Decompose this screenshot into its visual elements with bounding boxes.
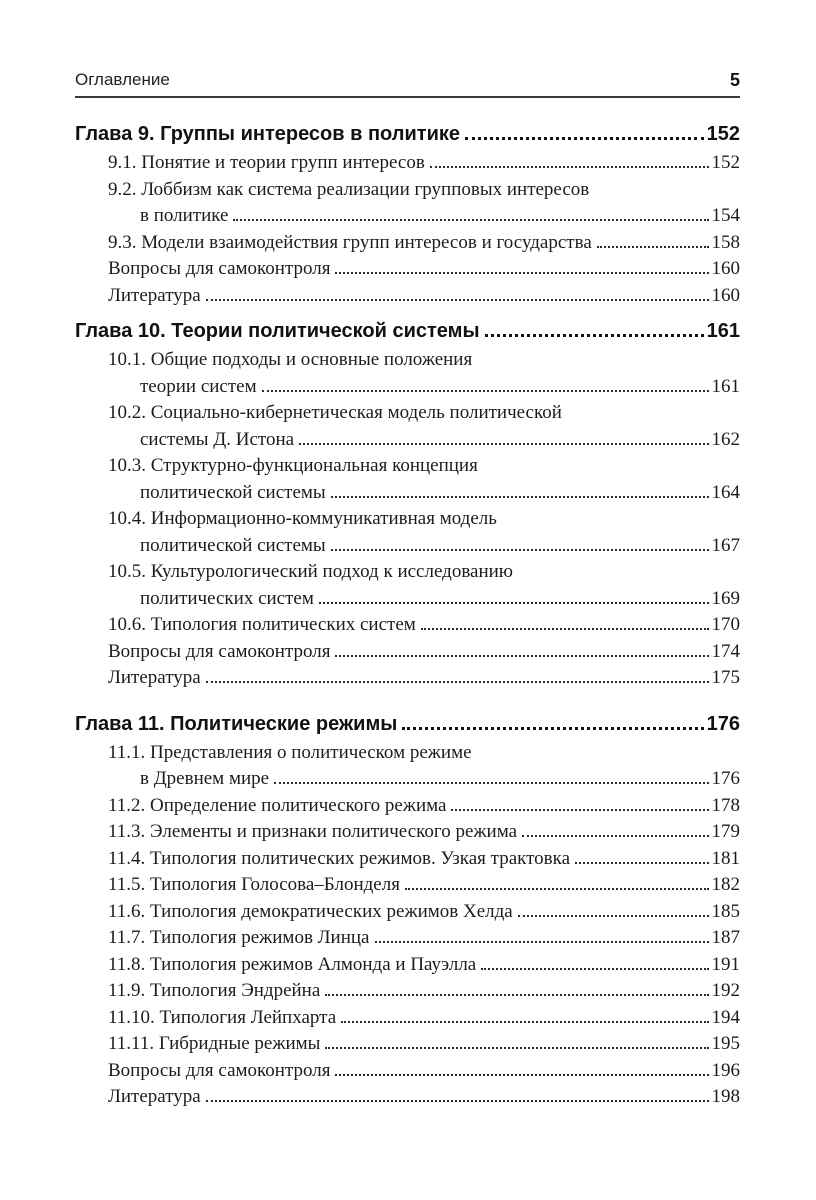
- dot-leader: [325, 1047, 708, 1049]
- toc-entry-title: Вопросы для самоконтроля: [108, 640, 331, 662]
- dot-leader: [335, 1074, 708, 1076]
- toc-entry-page: 160: [711, 284, 740, 306]
- toc-entry-row: [75, 480, 740, 507]
- toc-entry-page: 187: [711, 927, 740, 948]
- toc-entry-page: 170: [711, 614, 740, 635]
- toc-entry-page: 175: [711, 667, 740, 688]
- toc-entry-row: [75, 899, 740, 926]
- toc-entry-title: в Древнем мире: [140, 768, 270, 789]
- toc-entry-page: 161: [711, 375, 740, 397]
- dot-leader: [341, 1021, 708, 1023]
- toc-entry-page: 160: [711, 258, 740, 279]
- toc-entry-page: 169: [711, 587, 740, 609]
- dot-leader: [335, 272, 708, 274]
- toc-entry-page: 152: [711, 152, 740, 173]
- toc-entry-title: в политике: [140, 205, 229, 226]
- toc-entry-title: 9.3. Модели взаимодействия групп интересов и государства: [108, 231, 592, 253]
- toc-entry-page: 174: [711, 640, 740, 662]
- toc-entry-row: [75, 586, 740, 613]
- dot-leader: [465, 137, 704, 140]
- toc-entry-page: 158: [711, 231, 740, 253]
- toc-entry-row: [75, 203, 740, 230]
- toc-chapter-title: Глава 9. Группы интересов в политике: [75, 123, 460, 145]
- dot-leader: [299, 443, 708, 445]
- toc-entry-title: 10.1. Общие подходы и основные положения: [108, 349, 473, 370]
- page-header: [75, 70, 740, 98]
- toc-entry-title: 11.4. Типология политических режимов. Узкая трактовка: [108, 847, 571, 869]
- toc-chapter-row: [75, 120, 740, 148]
- toc-entry-row: [75, 978, 740, 1005]
- toc-entry-row: [75, 177, 740, 204]
- toc-entry-row: [75, 1058, 740, 1085]
- toc-entry-title: 11.7. Типология режимов Линца: [108, 927, 370, 948]
- dot-leader: [331, 496, 709, 498]
- toc-entry-title: 11.5. Типология Голосова–Блонделя: [108, 874, 400, 895]
- toc-entry-title: политической системы: [140, 534, 326, 556]
- toc-entry-row: [75, 766, 740, 793]
- toc-entry-page: 194: [711, 1006, 740, 1028]
- dot-leader: [597, 246, 709, 248]
- toc-entry-title: 11.1. Представления о политическом режиме: [108, 741, 472, 763]
- page-number: 5: [729, 70, 740, 90]
- toc-entry-title: политической системы: [140, 481, 326, 503]
- toc-entry-row: [75, 150, 740, 177]
- toc-entry-title: Вопросы для самоконтроля: [108, 258, 331, 279]
- toc-entry-page: 162: [711, 428, 740, 450]
- toc-entry-title: 9.1. Понятие и теории групп интересов: [108, 152, 425, 173]
- toc-entry-row: [75, 846, 740, 873]
- toc-entry-page: 176: [711, 768, 740, 789]
- toc-entry-row: [75, 1005, 740, 1032]
- toc-entry-page: 192: [711, 980, 740, 1001]
- running-title: Оглавление: [75, 70, 170, 89]
- toc-entry-row: [75, 453, 740, 480]
- toc-entry-page: 167: [711, 534, 740, 556]
- toc-entry-title: 10.4. Информационно-коммуникативная модель: [108, 508, 497, 529]
- toc-entry-page: 181: [711, 847, 740, 869]
- dot-leader: [262, 390, 709, 392]
- dot-leader: [375, 941, 709, 943]
- dot-leader: [518, 915, 709, 917]
- dot-leader: [402, 727, 703, 730]
- toc-entry-page: 179: [711, 821, 740, 842]
- toc-section: [75, 317, 740, 692]
- toc-entry-title: 11.8. Типология режимов Алмонда и Пауэлла: [108, 953, 477, 975]
- toc-entry-row: [75, 665, 740, 692]
- dot-leader: [430, 166, 709, 168]
- toc-entry-row: [75, 793, 740, 820]
- toc-entry-row: [75, 740, 740, 767]
- toc-entry-title: Литература: [108, 284, 201, 306]
- dot-leader: [405, 888, 709, 890]
- toc-entry-row: [75, 1031, 740, 1058]
- toc-chapter-title: Глава 10. Теории политической системы: [75, 320, 480, 342]
- toc-entry-row: [75, 374, 740, 401]
- toc-entry-title: Литература: [108, 1086, 201, 1107]
- toc-entry-row: [75, 559, 740, 586]
- toc-chapter-page: 161: [706, 320, 740, 342]
- toc-entry-title: 9.2. Лоббизм как система реализации групповых интересов: [108, 178, 590, 200]
- toc-entry-title: 11.2. Определение политического режима: [108, 794, 447, 816]
- toc-entry-page: 196: [711, 1059, 740, 1081]
- dot-leader: [421, 628, 709, 630]
- toc-entry-title: 11.11. Гибридные режимы: [108, 1033, 321, 1054]
- toc-entry-page: 164: [711, 481, 740, 503]
- toc-entry-page: 154: [711, 205, 740, 226]
- toc-chapter-title: Глава 11. Политические режимы: [75, 712, 398, 735]
- toc-entry-page: 195: [711, 1033, 740, 1054]
- dot-leader: [274, 782, 708, 784]
- toc-entry-row: [75, 639, 740, 666]
- toc-entry-row: [75, 1084, 740, 1111]
- toc-section: [75, 120, 740, 309]
- toc-entry-title: 11.3. Элементы и признаки политического режима: [108, 821, 518, 842]
- dot-leader: [335, 655, 708, 657]
- toc-entry-row: [75, 256, 740, 283]
- dot-leader: [575, 862, 708, 864]
- dot-leader: [206, 1100, 709, 1102]
- dot-leader: [481, 968, 708, 970]
- toc-entry-title: 11.10. Типология Лейпхарта: [108, 1006, 337, 1028]
- toc-list: [75, 98, 740, 1111]
- toc-entry-title: 10.2. Социально-кибернетическая модель политической: [108, 402, 562, 423]
- toc-entry-page: 191: [711, 953, 740, 975]
- toc-entry-row: [75, 925, 740, 952]
- toc-entry-row: [75, 283, 740, 310]
- dot-leader: [325, 994, 708, 996]
- toc-entry-row: [75, 872, 740, 899]
- toc-chapter-page: 152: [706, 123, 740, 145]
- dot-leader: [233, 219, 708, 221]
- toc-entry-row: [75, 819, 740, 846]
- dot-leader: [522, 835, 708, 837]
- toc-entry-title: теории систем: [140, 375, 257, 397]
- toc-entry-title: 10.5. Культурологический подход к исследованию: [108, 561, 514, 582]
- toc-entry-row: [75, 952, 740, 979]
- toc-entry-title: 10.6. Типология политических систем: [108, 614, 416, 635]
- dot-leader: [485, 334, 704, 337]
- toc-entry-row: [75, 612, 740, 639]
- toc-entry-title: 11.9. Типология Эндрейна: [108, 980, 321, 1001]
- toc-chapter-page: 176: [706, 712, 740, 735]
- toc-chapter-row: [75, 317, 740, 345]
- toc-entry-title: Литература: [108, 667, 201, 688]
- toc-entry-title: политических систем: [140, 587, 314, 609]
- toc-entry-page: 178: [711, 794, 740, 816]
- toc-entry-title: Вопросы для самоконтроля: [108, 1059, 331, 1081]
- toc-entry-row: [75, 427, 740, 454]
- toc-entry-row: [75, 230, 740, 257]
- toc-entry-row: [75, 533, 740, 560]
- toc-entry-row: [75, 506, 740, 533]
- toc-entry-row: [75, 400, 740, 427]
- toc-entry-row: [75, 347, 740, 374]
- dot-leader: [206, 299, 709, 301]
- dot-leader: [319, 602, 709, 604]
- toc-entry-title: 10.3. Структурно-функциональная концепция: [108, 455, 478, 476]
- toc-entry-title: системы Д. Истона: [140, 428, 295, 450]
- dot-leader: [206, 681, 709, 683]
- dot-leader: [331, 549, 709, 551]
- toc-section: [75, 710, 740, 1111]
- dot-leader: [451, 809, 708, 811]
- toc-entry-title: 11.6. Типология демократических режимов Хелда: [108, 900, 513, 922]
- toc-entry-page: 185: [711, 900, 740, 922]
- toc-chapter-row: [75, 710, 740, 738]
- toc-entry-page: 182: [711, 874, 740, 895]
- toc-entry-page: 198: [711, 1086, 740, 1107]
